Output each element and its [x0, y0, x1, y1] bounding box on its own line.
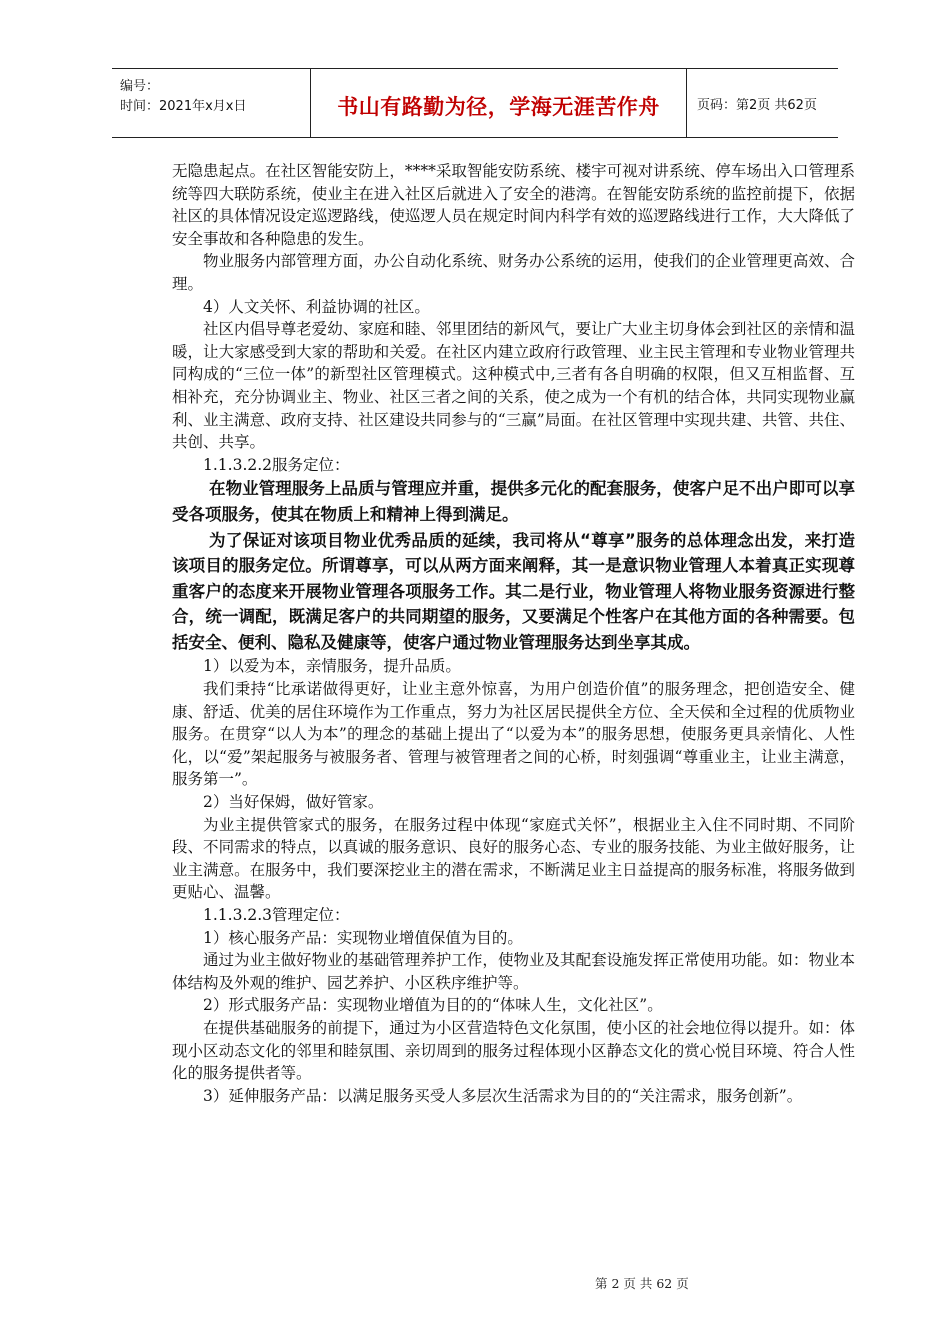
header-motto-cell — [311, 69, 687, 137]
paragraph: 2）形式服务产品：实现物业增值为目的的“体味人生，文化社区”。 — [203, 996, 663, 1015]
paragraph: 我们秉持“比承诺做得更好，让业主意外惊喜，为用户创造价值”的服务理念，把创造安全、健康、舒适、优美的居住环境作为工作重点，努力为社区居民提供全方位、全天侯和全过程的优质物业服务。在贯穿“以人为本”的理念的基础上提出了“以爱为本”的服务思想，使服务更具亲情化、人性化，以“爱”架起服务与被服务者、管理与被管理者之间的心桥，时刻强调“尊重业主，让业主满意，服务第一”。 — [172, 680, 855, 789]
paragraph: 1）以爱为本，亲情服务，提升品质。 — [203, 657, 461, 676]
page-header — [112, 68, 838, 138]
page-footer: 第 2 页 共 62 页 — [595, 1276, 689, 1291]
paragraph: 4）人文关怀、利益协调的社区。 — [203, 297, 430, 316]
header-meta-cell — [112, 69, 311, 137]
paragraph: 为业主提供管家式的服务，在服务过程中体现“家庭式关怀”，根据业主入住不同时期、不同阶段、不同需求的特点，以真诚的服务意识、良好的服务心态、专业的服务技能、为业主做好服务，让业主满意。在服务中，我们要深挖业主的潜在需求，不断满足业主日益提高的服务标准，将服务做到更贴心、温馨。 — [172, 815, 855, 902]
header-page-info: 页码：第2页 共62页 — [697, 98, 817, 113]
paragraph: 在提供基础服务的前提下，通过为小区营造特色文化氛围，使小区的社会地位得以提升。如：体现小区动态文化的邻里和睦氛围、亲切周到的服务过程体现小区静态文化的赏心悦目环境、符合人性化的服务提供者等。 — [172, 1018, 855, 1083]
paragraph: 1.1.3.2.2服务定位： — [203, 455, 350, 474]
paragraph: 无隐患起点。在社区智能安防上，****采取智能安防系统、楼宇可视对讲系统、停车场出入口管理系统等四大联防系统，使业主在进入社区后就进入了安全的港湾。在智能安防系统的监控前提下，依据社区的具体情况设定巡逻路线，使巡逻人员在规定时间内科学有效的巡逻路线进行工作，大大降低了安全事故和各种隐患的发生。 — [172, 162, 855, 248]
paragraph: 2）当好保姆，做好管家。 — [203, 793, 384, 812]
paragraph: 3）延伸服务产品：以满足服务买受人多层次生活需求为目的的“关注需求，服务创新”。 — [203, 1086, 803, 1105]
paragraph: 在物业管理服务上品质与管理应并重，提供多元化的配套服务，使客户足不出户即可以享受各项服务，使其在物质上和精神上得到满足。 — [172, 479, 855, 524]
paragraph: 物业服务内部管理方面，办公自动化系统、财务办公系统的运用，使我们的企业管理更高效、合理。 — [172, 252, 855, 293]
header-motto: 书山有路勤为径，学海无涯苦作舟 — [337, 95, 660, 119]
document-body — [172, 160, 855, 1107]
document-time-label: 时间：2021年x月x日 — [120, 99, 247, 114]
paragraph: 社区内倡导尊老爱幼、家庭和睦、邻里团结的新风气，要让广大业主切身体会到社区的亲情和温暖，让大家感受到大家的帮助和关爱。在社区内建立政府行政管理、业主民主管理和专业物业管理共同构成的“三位一体”的新型社区管理模式。这种模式中,三者有各自明确的权限，但又互相监督、互相补充，充分协调业主、物业、社区三者之间的关系，使之成为一个有机的结合体，共同实现物业赢利、业主满意、政府支持、社区建设共同参与的“三赢”局面。在社区管理中实现共建、共管、共住、共创、共享。 — [172, 320, 855, 452]
paragraph: 1.1.3.2.3管理定位： — [203, 906, 350, 924]
paragraph: 1）核心服务产品：实现物业增值保值为目的。 — [203, 928, 523, 947]
header-page-cell — [687, 69, 838, 137]
paragraph: 通过为业主做好物业的基础管理养护工作，使物业及其配套设施发挥正常使用功能。如：物业本体结构及外观的维护、园艺养护、小区秩序维护等。 — [172, 951, 855, 992]
paragraph: 为了保证对该项目物业优秀品质的延续，我司将从“尊享”服务的总体理念出发，来打造该项目的服务定位。所谓尊享，可以从两方面来阐释，其一是意识物业管理人本着真正实现尊重客户的态度来开展物业管理各项服务工作。其二是行业，物业管理人将物业服务资源进行整合，统一调配，既满足客户的共同期望的服务，又要满足个性客户在其他方面的各种需要。包括安全、便利、隐私及健康等，使客户通过物业管理服务达到坐享其成。 — [172, 530, 855, 652]
document-number-label: 编号： — [120, 79, 160, 94]
